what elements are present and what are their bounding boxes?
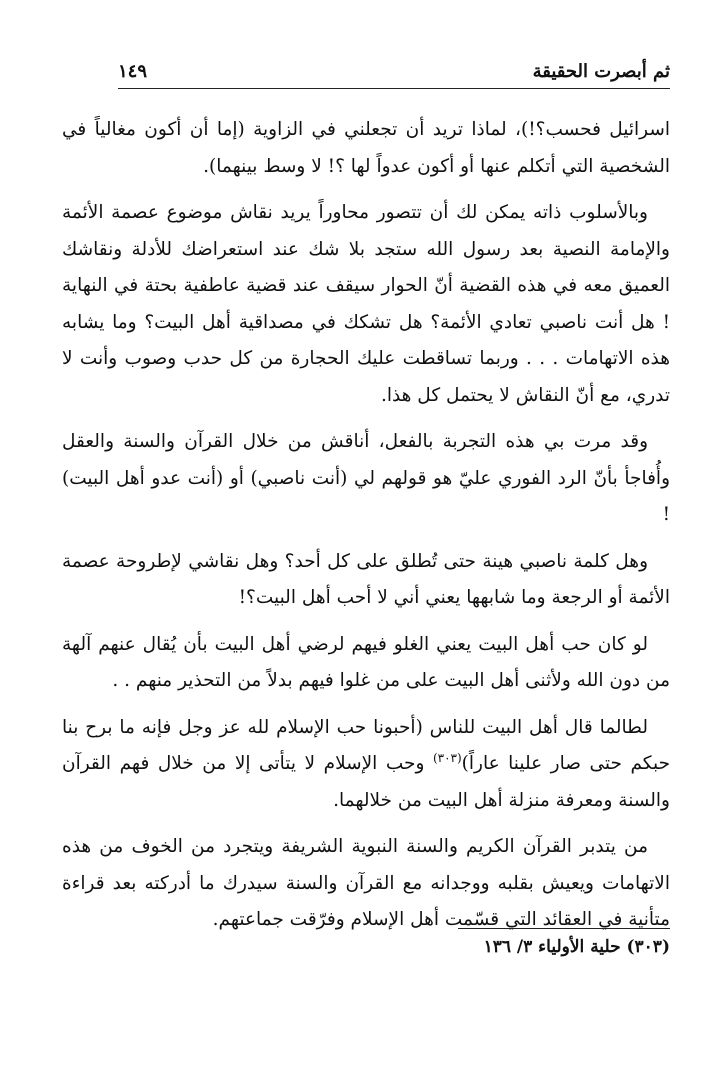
book-title: ثم أبصرت الحقيقة <box>532 61 670 82</box>
paragraph-2: وبالأسلوب ذاته يمكن لك أن تتصور محاوراً يريد نقاش موضوع عصمة الأئمة والإمامة النصية بعد رسول الله ستجد بلا شك عند استعراضك للأدلة ونقاشك العميق معه في هذه القضية أنّ الحوار سيقف عند قضية عاطفية بحتة في النهاية ! هل أنت ناصبي تعادي الأئمة؟ هل تشكك في مصداقية أهل البيت؟ وما يشابه هذه الاتهامات . . . وربما تساقطت عليك الحجارة من كل حدب وصوب وأنت لا تدري، مع أنّ النقاش لا يحتمل كل هذا. <box>62 202 670 406</box>
paragraph-6-text: لطالما قال أهل البيت للناس (أحبونا حب الإسلام لله عز وجل فإنه ما برح بنا حبكم حتى صار علينا عاراً) <box>62 716 671 774</box>
footnote: (٣٠٣) حلية الأولياء ٣/ ١٣٦ <box>483 937 670 957</box>
footnote-divider <box>458 928 670 929</box>
paragraph-4: وهل كلمة ناصبي هينة حتى تُطلق على كل أحد؟ وهل نقاشي لإطروحة عصمة الأئمة أو الرجعة وما شابهها يعني أني لا أحب أهل البيت؟! <box>62 550 670 608</box>
paragraph-6 <box>62 710 670 820</box>
running-header <box>118 58 670 89</box>
paragraph-3: وقد مرت بي هذه التجربة بالفعل، أناقش من خلال القرآن والسنة والعقل وأُفاجأ بأنّ الرد الفوري عليّ هو قولهم لي (أنت ناصبي) أو (أنت عدو أهل البيت) ! <box>62 431 670 525</box>
body-text <box>62 112 670 949</box>
paragraph-6-continuation: وحب الإسلام لا يتأتى إلا من خلال فهم القرآن والسنة ومعرفة منزلة أهل البيت من خلالهما. <box>62 753 670 811</box>
page-number: ١٤٩ <box>118 61 148 82</box>
paragraph-5: لو كان حب أهل البيت يعني الغلو فيهم لرضي أهل البيت بأن يُقال عنهم آلهة من دون الله ولأثنى أهل البيت على من غلوا فيهم بدلاً من التحذير منهم . . <box>62 633 670 691</box>
footnote-reference: (٣٠٣) <box>432 750 462 765</box>
paragraph-1: اسرائيل فحسب؟!)، لماذا تريد أن تجعلني في الزاوية (إما أن أكون مغالياً في الشخصية التي أتكلم عنها أو أكون عدواً لها ؟! لا وسط بينهما). <box>62 119 670 177</box>
paragraph-7: من يتدبر القرآن الكريم والسنة النبوية الشريفة ويتجرد من الخوف من هذه الاتهامات ويعيش بقلبه ووجدانه مع القرآن والسنة سيدرك ما أدركته بعد قراءة متأنية في العقائد التي قسّمت أهل الإسلام وفرّقت جماعتهم. <box>62 836 670 930</box>
